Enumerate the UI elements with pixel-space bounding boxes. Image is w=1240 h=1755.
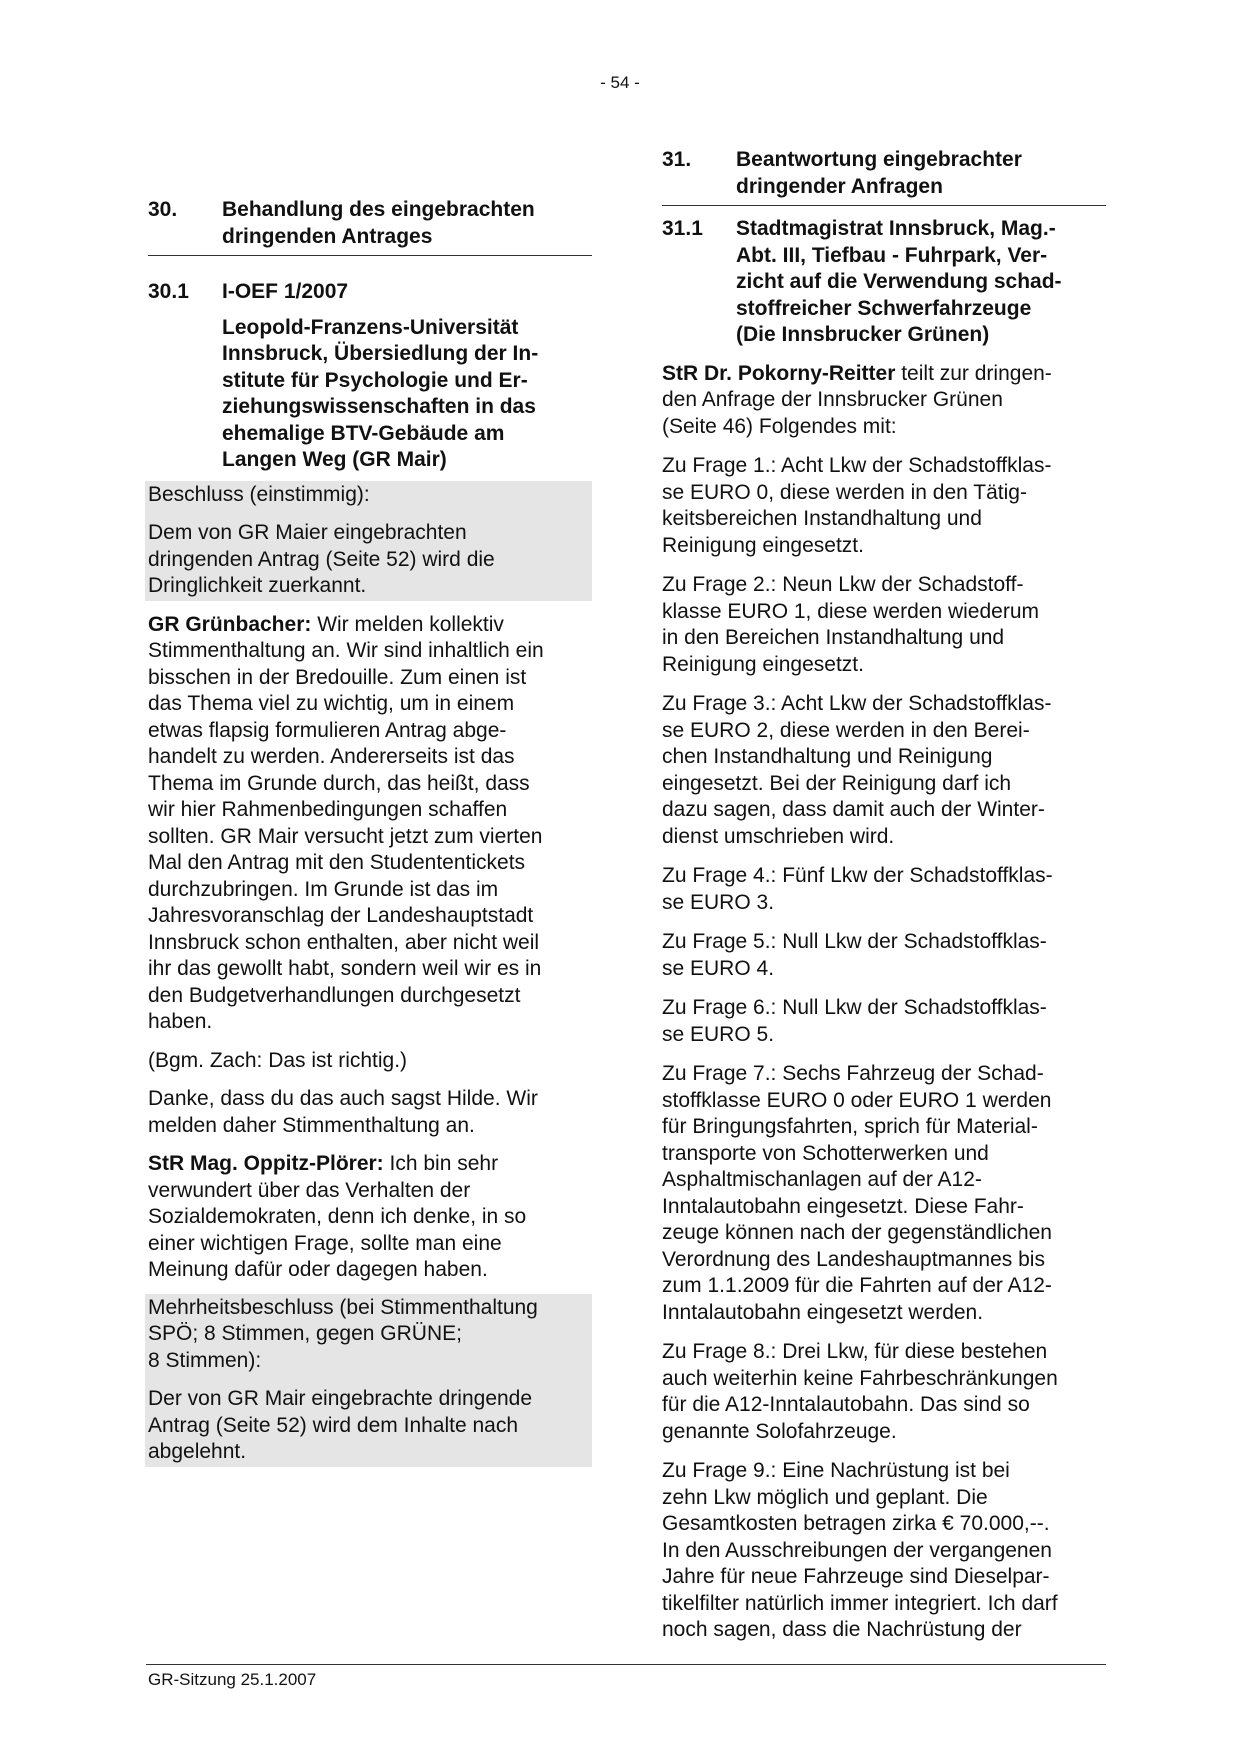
answer-paragraph: Zu Frage 9.: Eine Nachrüstung ist bei zehn Lkw möglich und geplant. Die Gesamtkosten betragen zirka € 70.000,--. In den Ausschreibungen der vergangenen Jahre für neue Fahrzeuge sind Dieselpar- tikelfilter natürlich immer integriert. Ich darf noch sagen, dass die Nachrüstung der — [662, 1459, 1058, 1641]
left-column — [148, 197, 592, 1467]
subsection-number: 30.1 — [148, 280, 189, 303]
section-title: Beantwortung eingebrachter dringender Anfragen — [736, 148, 1022, 198]
answer-paragraph: Zu Frage 4.: Fünf Lkw der Schadstoffklas- se EURO 3. — [662, 864, 1053, 914]
speaker-name: StR Mag. Oppitz-Plörer: — [148, 1152, 384, 1175]
section-number: 31. — [662, 148, 692, 171]
footer-divider — [146, 1664, 1106, 1665]
answer-paragraph: Zu Frage 7.: Sechs Fahrzeug der Schad- stoffklasse EURO 0 oder EURO 1 werden für Bringungsfahrten, sprich für Material- transporte von Schotterwerken und Asphaltmischanlagen auf der A12- Inntalautobahn eingesetzt. Diese Fahr- zeuge können nach der gegenständlichen Verordnung des Landeshauptmannes bis zum 1.1.2009 für die Fahrten auf der A12- Inntalautobahn eingesetzt werden. — [662, 1062, 1052, 1324]
speaker-continuation: Danke, dass du das auch sagst Hilde. Wir melden daher Stimmenthaltung an. — [148, 1087, 538, 1137]
answer-paragraph: Zu Frage 8.: Drei Lkw, für diese bestehen auch weiterhin keine Fahrbeschränkungen für die A12-Inntalautobahn. Das sind so genannte Solofahrzeuge. — [662, 1340, 1058, 1443]
subsection-title: I-OEF 1/2007 — [222, 280, 349, 303]
decision-box-2 — [145, 1294, 592, 1467]
section-31-heading — [662, 147, 1106, 206]
page-number: - 54 - — [600, 73, 640, 92]
decision-box-1 — [145, 481, 592, 601]
speaker-text: teilt zur dringen- den Anfrage der Innsbrucker Grünen (Seite 46) Folgendes mit: — [662, 361, 1052, 438]
speaker-text: Wir melden kollektiv Stimmenthaltung an. Wir sind inhaltlich ein bisschen in der Bredouille. Zum einen ist das Thema viel zu wichtig, um in einem etwas flapsig formulieren Antrag abge- handelt zu werden. Andererseits ist das Thema im Grunde durch, das heißt, dass wir hier Rahmenbedingungen schaffen sollten. GR Mair versucht jetzt zum vierten Mal den Antrag mit den Studententickets durchzubringen. Im Grunde ist das im Jahresvoranschlag der Landeshauptstadt Innsbruck schon enthalten, aber nicht weil ihr das gewollt habt, sondern weil wir es in den Budgetverhandlungen durchgesetzt haben. — [148, 612, 544, 1033]
subsection-30-1 — [148, 279, 592, 306]
speaker-statement-gruenbacher — [148, 612, 592, 1036]
speaker-statement-oppitz-ploerer — [148, 1151, 592, 1284]
decision-label: Beschluss (einstimmig): — [148, 482, 370, 506]
answer-paragraph: Zu Frage 5.: Null Lkw der Schadstoffklas- se EURO 4. — [662, 930, 1047, 980]
section-number: 30. — [148, 198, 178, 221]
decision-label: Mehrheitsbeschluss (bei Stimmenthaltung SPÖ; 8 Stimmen, gegen GRÜNE; 8 Stimmen): — [148, 1295, 538, 1372]
answer-paragraph: Zu Frage 1.: Acht Lkw der Schadstoffklas- se EURO 0, diese werden in den Tätig- keitsbereichen Instandhaltung und Reinigung eingesetzt. — [662, 454, 1052, 557]
speaker-name: GR Grünbacher: — [148, 612, 312, 636]
right-column — [662, 147, 1106, 1644]
interjection: (Bgm. Zach: Das ist richtig.) — [148, 1048, 408, 1072]
item-title: Leopold-Franzens-Universität Innsbruck, Übersiedlung der In- stitute für Psychologie und Er- ziehungswissenschaften in das ehemalige BTV-Gebäude am Langen Weg (GR Mair) — [222, 315, 539, 471]
answer-paragraph: Zu Frage 3.: Acht Lkw der Schadstoffklas- se EURO 2, diese werden in den Berei- chen Instandhaltung und Reinigung eingesetzt. Bei der Reinigung darf ich dazu sagen, dass damit auch der Winter- dienst umschrieben wird. — [662, 692, 1052, 848]
subsection-31-1 — [662, 216, 1106, 349]
speaker-statement-pokorny-reitter — [662, 361, 1106, 441]
decision-text: Der von GR Mair eingebrachte dringende Antrag (Seite 52) wird dem Inhalte nach abgelehnt. — [148, 1387, 533, 1463]
section-title: Behandlung des eingebrachten dringenden Antrages — [222, 198, 535, 248]
answer-paragraph: Zu Frage 2.: Neun Lkw der Schadstoff- klasse EURO 1, diese werden wiederum in den Bereichen Instandhaltung und Reinigung eingesetzt. — [662, 573, 1039, 676]
speaker-name: StR Dr. Pokorny-Reitter — [662, 361, 896, 385]
subsection-number: 31.1 — [662, 217, 703, 240]
decision-text: Dem von GR Maier eingebrachten dringenden Antrag (Seite 52) wird die Dringlichkeit zuerkannt. — [148, 521, 495, 597]
answer-paragraph: Zu Frage 6.: Null Lkw der Schadstoffklas- se EURO 5. — [662, 996, 1047, 1046]
footer-text: GR-Sitzung 25.1.2007 — [148, 1670, 317, 1689]
section-30-heading — [148, 197, 592, 256]
speaker-text: Ich bin sehr verwundert über das Verhalten der Sozialdemokraten, denn ich denke, in so einer wichtigen Frage, sollte man eine Meinung dafür oder dagegen haben. — [148, 1152, 527, 1281]
subsection-title: Stadtmagistrat Innsbruck, Mag.- Abt. III, Tiefbau - Fuhrpark, Ver- zicht auf die Verwendung schad- stoffreicher Schwerfahrzeuge (Die Innsbrucker Grünen) — [736, 217, 1062, 346]
